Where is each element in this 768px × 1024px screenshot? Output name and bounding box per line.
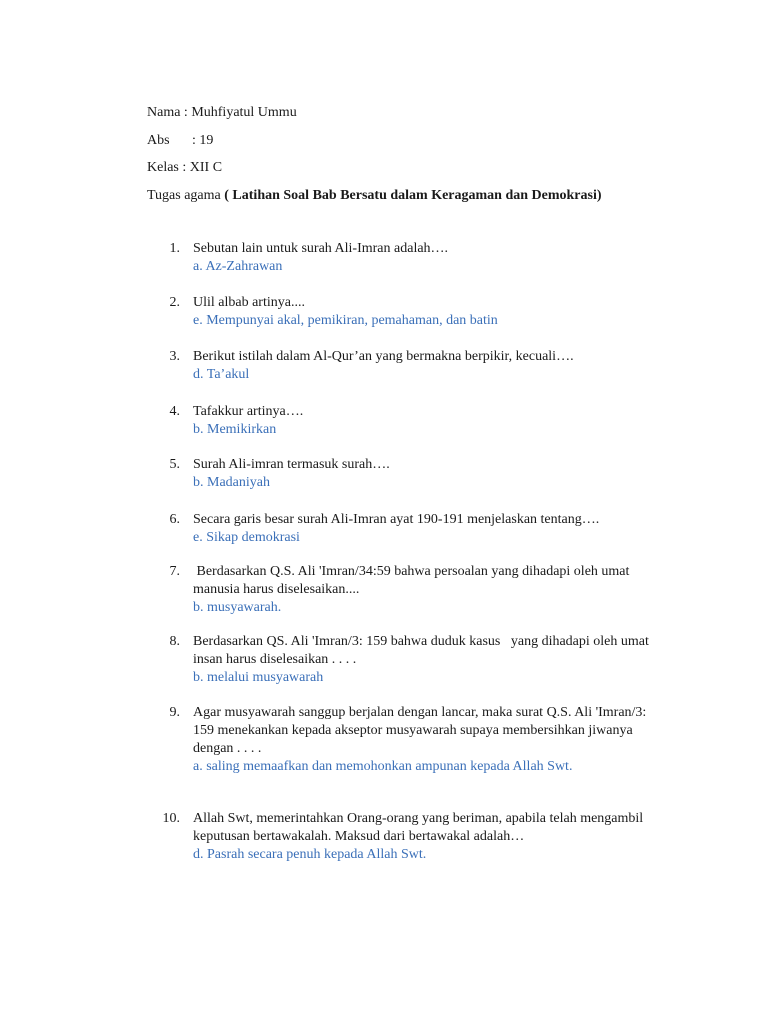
question-body bbox=[193, 403, 668, 439]
student-name: Nama : Muhfiyatul Ummu bbox=[147, 105, 297, 120]
answer-text: d. Pasrah secara penuh kepada Allah Swt. bbox=[193, 847, 427, 862]
answer-text: b. melalui musyawarah bbox=[193, 670, 324, 685]
question-body bbox=[193, 511, 668, 547]
question-text-line: Sebutan lain untuk surah Ali-Imran adalah…. bbox=[193, 241, 449, 256]
answer-text: e. Sikap demokrasi bbox=[193, 530, 300, 545]
question-number: 5. bbox=[169, 457, 180, 472]
tugas-title: ( Latihan Soal Bab Bersatu dalam Keragaman dan Demokrasi) bbox=[224, 188, 602, 203]
question-text-line: Berdasarkan QS. Ali 'Imran/3: 159 bahwa duduk kasus yang dihadapi oleh umat bbox=[193, 634, 649, 649]
abs-label: Abs bbox=[147, 133, 170, 148]
question-text-line: manusia harus diselesaikan.... bbox=[193, 582, 360, 597]
question-text-line: Allah Swt, memerintahkan Orang-orang yang beriman, apabila telah mengambil bbox=[193, 811, 644, 826]
answer-text: d. Ta’akul bbox=[193, 367, 250, 382]
abs-line bbox=[147, 132, 213, 150]
question-body bbox=[193, 810, 668, 864]
question-text-line: Agar musyawarah sanggup berjalan dengan lancar, maka surat Q.S. Ali 'Imran/3: bbox=[193, 705, 647, 720]
question-number: 2. bbox=[169, 295, 180, 310]
question-text-line: insan harus diselesaikan . . . . bbox=[193, 652, 357, 667]
question-body bbox=[193, 294, 668, 330]
question-number: 1. bbox=[169, 241, 180, 256]
question-text-line: Berdasarkan Q.S. Ali 'Imran/34:59 bahwa persoalan yang dihadapi oleh umat bbox=[193, 564, 630, 579]
question-text-line: Surah Ali-imran termasuk surah…. bbox=[193, 457, 390, 472]
kelas-line bbox=[147, 159, 222, 177]
question-number: 4. bbox=[169, 404, 180, 419]
question-text-line: Ulil albab artinya.... bbox=[193, 295, 305, 310]
tugas-prefix: Tugas agama bbox=[147, 188, 225, 203]
answer-text: e. Mempunyai akal, pemikiran, pemahaman, dan batin bbox=[193, 313, 498, 328]
student-name-line bbox=[147, 104, 297, 122]
answer-text: b. musyawarah. bbox=[193, 600, 282, 615]
question-number: 7. bbox=[169, 564, 180, 579]
question-text-line: Secara garis besar surah Ali-Imran ayat 190-191 menjelaskan tentang…. bbox=[193, 512, 600, 527]
question-body bbox=[193, 240, 668, 276]
question-text-line: Berikut istilah dalam Al-Qur’an yang bermakna berpikir, kecuali…. bbox=[193, 349, 574, 364]
question-text-line: keputusan bertawakalah. Maksud dari bertawakal adalah… bbox=[193, 829, 525, 844]
answer-text: a. Az-Zahrawan bbox=[193, 259, 283, 274]
answer-text: b. Madaniyah bbox=[193, 475, 270, 490]
question-body bbox=[193, 563, 668, 617]
question-text-line: 159 menekankan kepada akseptor musyawarah supaya membersihkan jiwanya bbox=[193, 723, 633, 738]
question-number: 10. bbox=[162, 811, 180, 826]
answer-text: a. saling memaafkan dan memohonkan ampunan kepada Allah Swt. bbox=[193, 759, 573, 774]
kelas-value: Kelas : XII C bbox=[147, 160, 223, 175]
question-number: 3. bbox=[169, 349, 180, 364]
question-body bbox=[193, 704, 668, 776]
question-text-line: Tafakkur artinya…. bbox=[193, 404, 304, 419]
question-number: 9. bbox=[169, 705, 180, 720]
question-body bbox=[193, 456, 668, 492]
answer-text: b. Memikirkan bbox=[193, 422, 277, 437]
question-text-line: dengan . . . . bbox=[193, 741, 262, 756]
question-number: 8. bbox=[169, 634, 180, 649]
question-number: 6. bbox=[169, 512, 180, 527]
question-body bbox=[193, 633, 668, 687]
question-body bbox=[193, 348, 668, 384]
tugas-line bbox=[147, 187, 602, 205]
abs-value: : 19 bbox=[192, 133, 214, 148]
